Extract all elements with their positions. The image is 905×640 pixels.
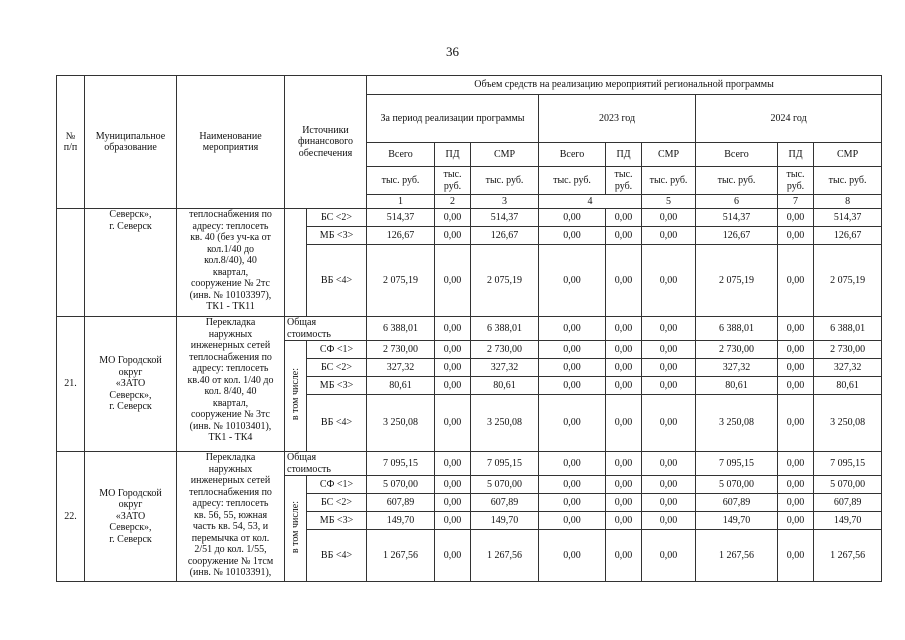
table-row xyxy=(57,317,882,341)
value-cell: 0,00 xyxy=(606,512,642,530)
value-cell: 7 095,15 xyxy=(367,452,435,476)
value-cell: 0,00 xyxy=(606,530,642,582)
including-label-cell xyxy=(285,476,307,582)
col-pd: ПД xyxy=(778,143,814,167)
value-cell: 0,00 xyxy=(606,227,642,245)
value-cell: 2 730,00 xyxy=(696,341,778,359)
unit-pd: тыс. руб. xyxy=(435,167,471,195)
value-cell: 0,00 xyxy=(539,209,606,227)
value-cell: 6 388,01 xyxy=(696,317,778,341)
value-cell: 0,00 xyxy=(539,494,606,512)
col-smr: СМР xyxy=(471,143,539,167)
value-cell: 0,00 xyxy=(642,476,696,494)
header-year-2023: 2023 год xyxy=(539,95,696,143)
value-cell: 327,32 xyxy=(471,359,539,377)
value-cell: 0,00 xyxy=(778,395,814,452)
value-cell: 0,00 xyxy=(435,245,471,317)
value-cell: 327,32 xyxy=(814,359,882,377)
total-cost-label: Общая стоимость xyxy=(285,317,367,341)
value-cell: 2 075,19 xyxy=(367,245,435,317)
value-cell: 514,37 xyxy=(696,209,778,227)
value-cell: 0,00 xyxy=(642,317,696,341)
source-cell: СФ <1> xyxy=(307,476,367,494)
value-cell: 0,00 xyxy=(642,227,696,245)
source-cell: БС <2> xyxy=(307,209,367,227)
value-cell: 0,00 xyxy=(606,317,642,341)
source-cell: ВБ <4> xyxy=(307,245,367,317)
unit-smr: тыс. руб. xyxy=(471,167,539,195)
value-cell: 0,00 xyxy=(606,377,642,395)
col-total: Всего xyxy=(696,143,778,167)
value-cell: 2 730,00 xyxy=(471,341,539,359)
value-cell: 0,00 xyxy=(778,530,814,582)
value-cell: 6 388,01 xyxy=(367,317,435,341)
value-cell: 0,00 xyxy=(435,452,471,476)
value-cell: 0,00 xyxy=(642,341,696,359)
unit-total: тыс. руб. xyxy=(539,167,606,195)
value-cell: 1 267,56 xyxy=(471,530,539,582)
value-cell: 0,00 xyxy=(435,317,471,341)
col-smr: СМР xyxy=(814,143,882,167)
value-cell: 0,00 xyxy=(606,359,642,377)
table-row xyxy=(57,209,882,227)
col-number: 7 xyxy=(778,195,814,209)
value-cell: 0,00 xyxy=(642,494,696,512)
value-cell: 0,00 xyxy=(778,227,814,245)
value-cell: 149,70 xyxy=(696,512,778,530)
value-cell: 2 730,00 xyxy=(814,341,882,359)
value-cell: 6 388,01 xyxy=(471,317,539,341)
value-cell: 0,00 xyxy=(606,452,642,476)
value-cell: 0,00 xyxy=(435,227,471,245)
value-cell: 0,00 xyxy=(778,341,814,359)
value-cell: 514,37 xyxy=(814,209,882,227)
col-number: 1 xyxy=(367,195,435,209)
value-cell: 0,00 xyxy=(642,245,696,317)
value-cell: 149,70 xyxy=(814,512,882,530)
value-cell: 1 267,56 xyxy=(696,530,778,582)
value-cell: 0,00 xyxy=(435,494,471,512)
including-label: в том числе: xyxy=(290,500,301,553)
value-cell: 3 250,08 xyxy=(471,395,539,452)
value-cell: 0,00 xyxy=(642,377,696,395)
value-cell: 0,00 xyxy=(435,377,471,395)
value-cell: 1 267,56 xyxy=(367,530,435,582)
value-cell: 0,00 xyxy=(435,395,471,452)
col-number: 2 xyxy=(435,195,471,209)
col-number: 6 xyxy=(696,195,778,209)
value-cell: 607,89 xyxy=(696,494,778,512)
col-total: Всего xyxy=(367,143,435,167)
value-cell: 3 250,08 xyxy=(696,395,778,452)
value-cell: 126,67 xyxy=(814,227,882,245)
value-cell: 0,00 xyxy=(778,494,814,512)
value-cell: 0,00 xyxy=(642,512,696,530)
value-cell: 607,89 xyxy=(814,494,882,512)
value-cell: 3 250,08 xyxy=(814,395,882,452)
source-cell: ВБ <4> xyxy=(307,395,367,452)
value-cell: 0,00 xyxy=(606,476,642,494)
source-cell: БС <2> xyxy=(307,494,367,512)
col-number: 8 xyxy=(814,195,882,209)
header-volume: Объем средств на реализацию мероприятий региональной программы xyxy=(367,76,882,95)
value-cell: 2 730,00 xyxy=(367,341,435,359)
header-num: № п/п xyxy=(57,76,85,209)
value-cell: 0,00 xyxy=(642,209,696,227)
unit-total: тыс. руб. xyxy=(367,167,435,195)
value-cell: 7 095,15 xyxy=(471,452,539,476)
including-label: в том числе: xyxy=(290,368,301,421)
value-cell: 0,00 xyxy=(642,452,696,476)
unit-total: тыс. руб. xyxy=(696,167,778,195)
header-sources: Источники финансового обеспечения xyxy=(285,76,367,209)
source-cell: МБ <3> xyxy=(307,377,367,395)
value-cell: 0,00 xyxy=(435,512,471,530)
value-cell: 126,67 xyxy=(696,227,778,245)
value-cell: 2 075,19 xyxy=(471,245,539,317)
value-cell: 0,00 xyxy=(539,359,606,377)
value-cell: 3 250,08 xyxy=(367,395,435,452)
value-cell: 0,00 xyxy=(539,512,606,530)
col-pd: ПД xyxy=(606,143,642,167)
value-cell: 0,00 xyxy=(778,359,814,377)
page-number: 36 xyxy=(446,44,459,59)
value-cell: 0,00 xyxy=(435,476,471,494)
unit-smr: тыс. руб. xyxy=(814,167,882,195)
col-total: Всего xyxy=(539,143,606,167)
value-cell: 0,00 xyxy=(778,452,814,476)
value-cell: 7 095,15 xyxy=(696,452,778,476)
header-measure: Наименование мероприятия xyxy=(177,76,285,209)
value-cell: 0,00 xyxy=(539,317,606,341)
value-cell: 0,00 xyxy=(539,341,606,359)
municipality-cell: МО Городской округ «ЗАТО Северск», г. Северск xyxy=(85,317,177,452)
col-number: 3 xyxy=(471,195,539,209)
source-cell: МБ <3> xyxy=(307,512,367,530)
source-cell: БС <2> xyxy=(307,359,367,377)
program-budget-table xyxy=(56,75,882,582)
municipality-cell: МО Городской округ «ЗАТО Северск», г. Северск xyxy=(85,452,177,582)
col-number: 5 xyxy=(642,195,696,209)
value-cell: 80,61 xyxy=(696,377,778,395)
value-cell: 0,00 xyxy=(606,494,642,512)
value-cell: 607,89 xyxy=(367,494,435,512)
value-cell: 607,89 xyxy=(471,494,539,512)
including-label-cell xyxy=(285,341,307,452)
value-cell: 0,00 xyxy=(642,530,696,582)
header-municipality: Муниципальное образование xyxy=(85,76,177,209)
value-cell: 126,67 xyxy=(471,227,539,245)
header-year-2024: 2024 год xyxy=(696,95,882,143)
col-pd: ПД xyxy=(435,143,471,167)
col-number: 4 xyxy=(539,195,642,209)
value-cell: 0,00 xyxy=(642,359,696,377)
measure-cell: Перекладка наружных инженерных сетей теплоснабжения по адресу: теплосеть кв. 56, 55, южная часть кв. 54, 53, и перемычка от кол. 2/51 до кол. 1/55, сооружение № 1тсм (инв. № 10103391), xyxy=(177,452,285,582)
value-cell: 2 075,19 xyxy=(696,245,778,317)
value-cell: 327,32 xyxy=(367,359,435,377)
value-cell: 0,00 xyxy=(435,530,471,582)
unit-pd: тыс. руб. xyxy=(606,167,642,195)
value-cell: 2 075,19 xyxy=(814,245,882,317)
value-cell: 0,00 xyxy=(778,317,814,341)
value-cell: 0,00 xyxy=(435,359,471,377)
value-cell: 80,61 xyxy=(471,377,539,395)
unit-pd: тыс. руб. xyxy=(778,167,814,195)
table-row xyxy=(57,452,882,476)
row-number: 21. xyxy=(57,317,85,452)
value-cell: 0,00 xyxy=(539,377,606,395)
value-cell: 0,00 xyxy=(539,227,606,245)
value-cell: 514,37 xyxy=(367,209,435,227)
value-cell: 327,32 xyxy=(696,359,778,377)
value-cell: 1 267,56 xyxy=(814,530,882,582)
value-cell: 0,00 xyxy=(778,245,814,317)
value-cell: 0,00 xyxy=(606,245,642,317)
value-cell: 6 388,01 xyxy=(814,317,882,341)
value-cell: 0,00 xyxy=(539,476,606,494)
value-cell: 0,00 xyxy=(778,476,814,494)
measure-cell: Перекладка наружных инженерных сетей теплоснабжения по адресу: теплосеть кв.40 от кол. 1/40 до кол. 8/40, 40 квартал, сооружение № 3тс (инв. № 10103401), ТК1 - ТК4 xyxy=(177,317,285,452)
source-cell: ВБ <4> xyxy=(307,530,367,582)
value-cell: 0,00 xyxy=(539,530,606,582)
unit-smr: тыс. руб. xyxy=(642,167,696,195)
measure-cell: теплоснабжения по адресу: теплосеть кв. 40 (без уч-ка от кол.1/40 до кол.8/40), 40 квартал, сооружение № 2тс (инв. № 10103397), ТК1 - ТК11 xyxy=(177,209,285,317)
value-cell: 0,00 xyxy=(435,341,471,359)
value-cell: 5 070,00 xyxy=(471,476,539,494)
col-smr: СМР xyxy=(642,143,696,167)
value-cell: 7 095,15 xyxy=(814,452,882,476)
value-cell: 0,00 xyxy=(778,377,814,395)
value-cell: 0,00 xyxy=(778,512,814,530)
value-cell: 5 070,00 xyxy=(696,476,778,494)
value-cell: 0,00 xyxy=(539,395,606,452)
row-number: 22. xyxy=(57,452,85,582)
value-cell: 0,00 xyxy=(435,209,471,227)
value-cell: 149,70 xyxy=(367,512,435,530)
value-cell: 0,00 xyxy=(606,341,642,359)
municipality-cell: Северск», г. Северск xyxy=(85,209,177,317)
value-cell: 0,00 xyxy=(642,395,696,452)
total-cost-label: Общая стоимость xyxy=(285,452,367,476)
value-cell: 5 070,00 xyxy=(367,476,435,494)
source-cell: МБ <3> xyxy=(307,227,367,245)
value-cell: 126,67 xyxy=(367,227,435,245)
header-period-total: За период реализации программы xyxy=(367,95,539,143)
value-cell: 0,00 xyxy=(606,395,642,452)
value-cell: 5 070,00 xyxy=(814,476,882,494)
value-cell: 80,61 xyxy=(814,377,882,395)
value-cell: 0,00 xyxy=(539,452,606,476)
value-cell: 80,61 xyxy=(367,377,435,395)
source-cell: СФ <1> xyxy=(307,341,367,359)
value-cell: 0,00 xyxy=(539,245,606,317)
value-cell: 0,00 xyxy=(778,209,814,227)
value-cell: 0,00 xyxy=(606,209,642,227)
value-cell: 149,70 xyxy=(471,512,539,530)
value-cell: 514,37 xyxy=(471,209,539,227)
